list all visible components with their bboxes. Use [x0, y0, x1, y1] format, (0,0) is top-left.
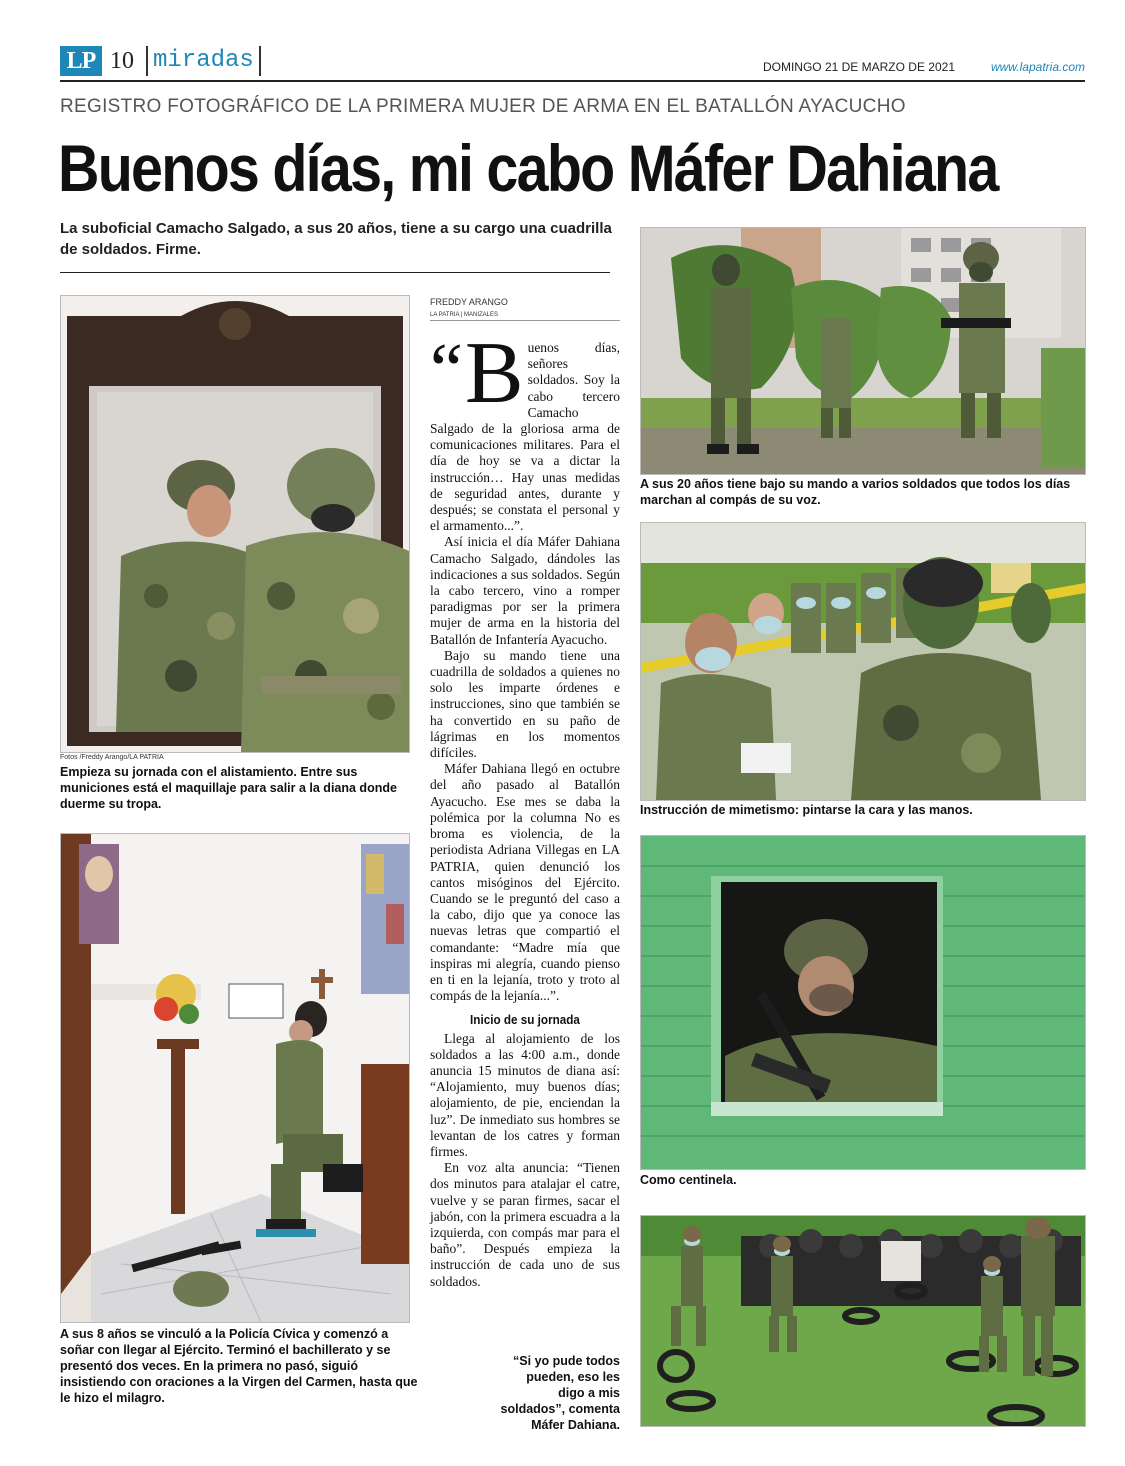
marching-caption: A sus 20 años tiene bajo su mando a varios soldados que todos los días marchan al compás de su voz. — [640, 477, 1071, 507]
paragraph-5: Llega al alojamiento de los soldados a las 4:00 a.m., donde anuncia 15 minutos de diana así: “Alojamiento, muy buenos días; alojamiento, de pie, enciendan la luz”. De inmediato sus hombres se levantan de los catres y forman firmes. — [430, 1030, 620, 1159]
photo-credit: Fotos /Freddy Arango/LA PATRIA — [60, 754, 164, 761]
mirror-caption: Empieza su jornada con el alistamiento. Entre sus municiones está el maquillaje para salir a la diana donde duerme su tropa. — [60, 765, 397, 811]
subhead: Inicio de su jornada — [470, 1012, 580, 1028]
paragraph-4: Máfer Dahiana llegó en octubre del año pasado al Batallón Ayacucho. Ese mes se daba la polémica por la columna No es broma es violencia, de la periodista Adriana Villegas en LA PATRIA, quien denunció los cantos misóginos del Ejército. Cuando se le preguntó del caso a la cabo, dijo que ya conoce las nuevas letras que compartió el comandante: “Madre mía que inspiras mi alegría, cuando pienso en ti en la lejanía, troto y troto al compás de la lejanía...”. — [430, 761, 620, 1004]
photo-mirror — [60, 295, 410, 753]
window-caption: Como centinela. — [640, 1173, 737, 1187]
paragraph-1-text: uenos días, señores soldados. Soy la cabo tercero Camacho Salgado de la gloriosa arma de comunicaciones militares. Para el día de hoy se va a dictar la instrucción… Hay unas medidas de seguridad antes, durante y después; se constata el personal y el armamento...”. — [430, 340, 620, 534]
paragraph-2: Así inicia el día Máfer Dahiana Camacho Salgado, dándoles las indicaciones a sus soldados. Según la cabo tercero, vino a romper paradigmas por ser la primera mujer de arma en la historia del Batallón de Infantería Ayacucho. — [430, 534, 620, 647]
open-quote-mark: “ — [430, 329, 463, 411]
paragraph-6: En voz alta anuncia: “Tienen dos minutos para atalajar el catre, vuelve y se paran firmes, sacar el jabón, con la primera escuadra a la izquierda, con compás mar para el baño”. Después empieza la instrucción de cada uno de sus soldados. — [430, 1160, 620, 1289]
chapel-caption: A sus 8 años se vinculó a la Policía Cívica y comenzó a soñar con llegar al Ejército. Terminó el bachillerato y se presentó dos veces. En la primera no pasó, siguió insistiendo con oraciones a la Virgen del Carmen, hasta que le hizo el milagro. — [60, 1327, 418, 1405]
photo-window — [640, 835, 1086, 1170]
issue-date: DOMINGO 21 DE MARZO DE 2021 — [762, 60, 955, 74]
byline-rule — [430, 320, 620, 321]
paragraph-3: Bajo su mando tiene una cuadrilla de soldados a quienes no solo les imparte órdenes e instrucciones, sino que también se ha convertido en su paño de lágrimas en los momentos difíciles. — [430, 647, 620, 761]
header-rule — [60, 80, 1085, 82]
newspaper-logo: LP — [60, 46, 102, 76]
lead-rule — [60, 272, 610, 273]
byline: FREDDY ARANGO — [430, 297, 508, 307]
section-name: miradas — [146, 46, 261, 76]
article-body — [430, 325, 620, 1290]
byline-outlet: LA PATRIA | MANIZALES — [430, 312, 499, 318]
paragraph-1 — [430, 325, 620, 534]
photo-camouflage — [640, 522, 1086, 801]
website-link[interactable]: www.lapatria.com — [990, 60, 1085, 74]
article-lead: La suboficial Camacho Salgado, a sus 20 años, tiene a su cargo una cuadrilla de soldados. Firme. — [60, 220, 612, 258]
camouflage-caption: Instrucción de mimetismo: pintarse la cara y las manos. — [640, 803, 973, 817]
pull-quote: “Si yo pude todos pueden, eso les digo a mis soldados”, comenta Máfer Dahiana. — [500, 1354, 620, 1432]
article-headline: Buenos días, mi cabo Máfer Dahiana — [58, 131, 998, 205]
photo-tire-drills — [640, 1215, 1086, 1427]
photo-marching — [640, 227, 1086, 475]
photo-chapel — [60, 833, 410, 1323]
page-number: 10 — [110, 48, 134, 74]
article-kicker: REGISTRO FOTOGRÁFICO DE LA PRIMERA MUJER DE ARMA EN EL BATALLÓN AYACUCHO — [60, 96, 906, 117]
drop-cap: B — [464, 325, 524, 422]
